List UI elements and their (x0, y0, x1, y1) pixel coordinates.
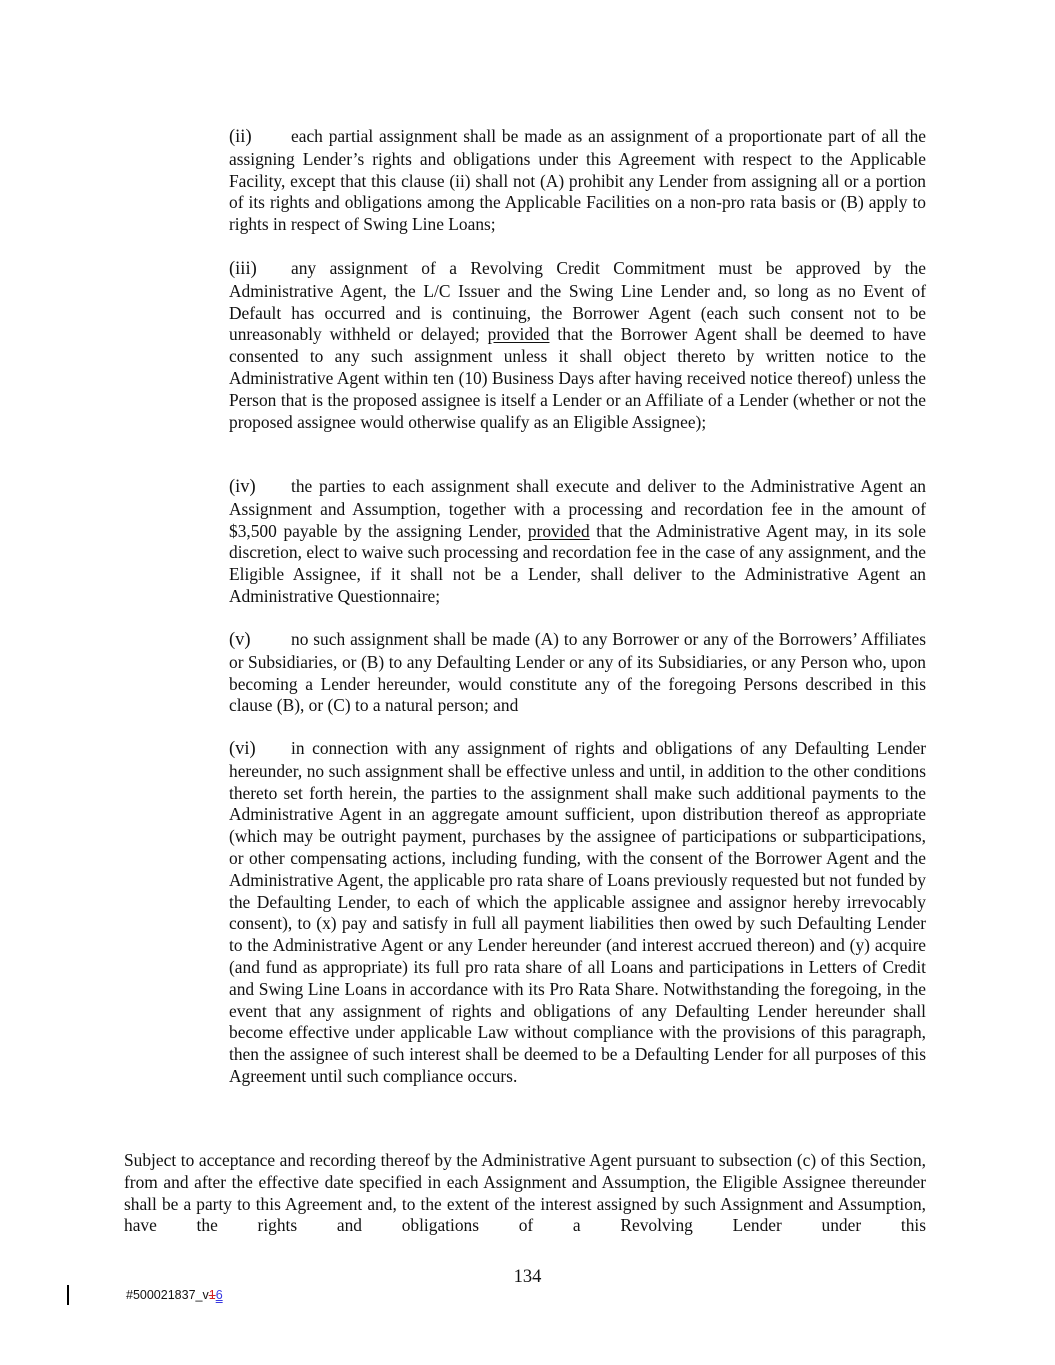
clause-iii (229, 258, 926, 433)
document-id-prefix: #500021837_v (126, 1288, 209, 1302)
clause-number: (vi) (229, 739, 256, 759)
clause-number: (iii) (229, 259, 257, 279)
revision-inserted-text: 6 (215, 1288, 223, 1302)
clause-text: in connection with any assignment of rights and obligations of any Defaulting Lender hereunder, no such assignment shall be effective unless and until, in addition to the other conditions thereto set forth herein, the parties to the assignment shall make such additional payments to the Administrative Agent in an aggregate amount sufficient, upon distribution thereof as appropriate (which may be outright payment, purchases by the assignee of participations or subparticipations, or other compensating actions, including funding, with the consent of the Borrower Agent and the Administrative Agent, the applicable pro rata share of Loans previously requested but not funded by the Defaulting Lender, to each of which the applicable assignee and assignor hereby irrevocably consent), to (x) pay and satisfy in full all payment liabilities then owed by such Defaulting Lender to the Administrative Agent or any Lender hereunder (and interest accrued thereon) and (y) acquire (and fund as appropriate) its full pro rata share of all Loans and participations in Letters of Credit and Swing Line Loans in accordance with its Pro Rata Share. Notwithstanding the foregoing, in the event that any assignment of rights and obligations of any Defaulting Lender hereunder shall become effective under applicable Law without compliance with the provisions of this paragraph, then the assignee of such interest shall be deemed to be a Defaulting Lender for all purposes of this Agreement until such compliance occurs. (229, 738, 926, 1086)
revision-deleted-text: 1 (208, 1288, 216, 1302)
closing-paragraph: Subject to acceptance and recording thereof by the Administrative Agent pursuant to subsection (c) of this Section, from and after the effective date specified in each Assignment and Assumption, the Eligible Assignee thereunder shall be a party to this Agreement and, to the extent of the interest assigned by such Assignment and Assumption, have the rights and obligations of a Revolving Lender under this (124, 1150, 926, 1236)
provided-term: provided (527, 520, 590, 541)
clause-text-continued: that the Administrative Agent may, in its sole discretion, elect to waive such processing and recordation fee in the case of any assignment, and the Eligible Assignee, if it shall not be a Lender, shall deliver to the Administrative Agent an Administrative Questionnaire; (229, 520, 926, 606)
clause-text: the parties to each assignment shall execute and deliver to the Administrative Agent an Assignment and Assumption, together with a processing and recordation fee in the amount of $3,500 payable by the assigning Lender, (229, 476, 926, 541)
clause-ii (229, 126, 926, 236)
clause-iv (229, 476, 926, 608)
page-number: 134 (513, 1267, 542, 1287)
clause-number: (iv) (229, 477, 256, 497)
clause-text: any assignment of a Revolving Credit Commitment must be approved by the Administrative Agent, the L/C Issuer and the Swing Line Lender and, so long as no Event of Default has occurred and is continuing, the Borrower Agent (each such consent not to be unreasonably withheld or delayed; (229, 258, 926, 345)
clause-vi (229, 738, 926, 1088)
provided-term: provided (487, 324, 550, 345)
revision-change-bar (67, 1285, 69, 1305)
clause-text-continued: that the Borrower Agent shall be deemed to have consented to any such assignment unless it shall object thereto by written notice to the Administrative Agent within ten (10) Business Days after having received notice thereof) unless the Person that is the proposed assignee is itself a Lender or an Affiliate of a Lender (whether or not the proposed assignee would otherwise qualify as an Eligible Assignee); (229, 324, 926, 432)
clause-text: no such assignment shall be made (A) to any Borrower or any of the Borrowers’ Affiliates or Subsidiaries, or (B) to any Defaulting Lender or any of its Subsidiaries, or any Person who, upon becoming a Lender hereunder, would constitute any of the foregoing Persons described in this clause (B), or (C) to a natural person; and (229, 629, 926, 716)
clause-number: (ii) (229, 127, 252, 147)
document-id (126, 1287, 223, 1303)
clause-text: each partial assignment shall be made as an assignment of a proportionate part of all the assigning Lender’s rights and obligations under this Agreement with respect to the Applicable Facility, except that this clause (ii) shall not (A) prohibit any Lender from assigning all or a portion of its rights and obligations among the Applicable Facilities on a non-pro rata basis or (B) apply to rights in respect of Swing Line Loans; (229, 126, 926, 235)
clause-number: (v) (229, 630, 251, 650)
clause-v (229, 629, 926, 717)
